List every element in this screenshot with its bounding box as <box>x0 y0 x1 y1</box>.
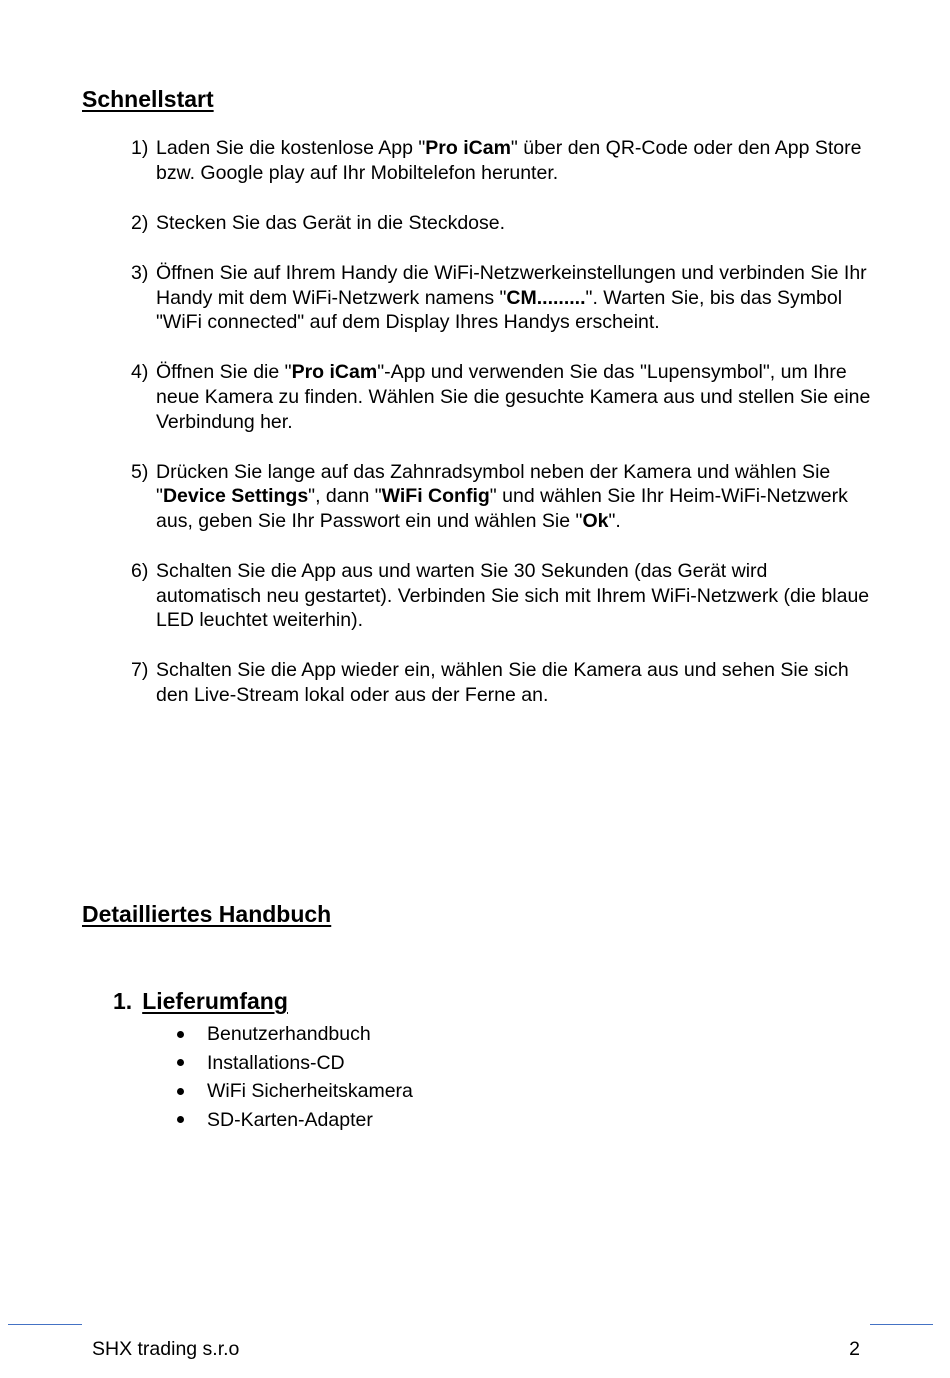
step-text <box>156 211 871 236</box>
quickstart-heading: Schnellstart <box>82 86 214 112</box>
bullet-icon <box>177 1059 184 1066</box>
quickstart-steps <box>131 136 871 733</box>
contents-list <box>170 1020 413 1134</box>
step-text-bold: Pro iCam <box>291 361 378 384</box>
step-text-bold: Device Settings <box>162 485 309 508</box>
step-item <box>131 360 871 434</box>
step-text-run: ", dann " <box>308 485 382 508</box>
step-number: 6) <box>131 560 149 583</box>
list-item-label: SD-Karten-Adapter <box>207 1108 373 1131</box>
step-text <box>156 559 871 633</box>
step-item <box>131 261 871 335</box>
step-text <box>156 460 871 534</box>
step-text-bold: Pro iCam <box>425 137 511 159</box>
footer-rule-left <box>8 1324 82 1325</box>
list-item <box>170 1077 413 1106</box>
step-text-run: Stecken Sie das Gerät in die Steckdose. <box>156 211 506 234</box>
step-text-run: ". Warten Sie, bis das Symbol "WiFi connected" auf dem Display Ihres Handys erscheint. <box>156 286 843 334</box>
step-text-run: "-App und verwenden Sie das "Lupensymbol", um Ihre neue Kamera zu finden. Wählen Sie die gesuchte Kamera aus und stellen Sie eine Verbindung her. <box>156 361 871 433</box>
step-text-run: Drücken Sie lange auf das Zahnradsymbol neben der Kamera und wählen Sie " <box>156 460 831 508</box>
step-text-run: " und wählen Sie Ihr Heim-WiFi-Netzwerk aus, geben Sie Ihr Passwort ein und wählen Sie " <box>156 485 848 532</box>
list-item <box>170 1049 413 1078</box>
step-text <box>156 360 871 434</box>
page-number: 2 <box>849 1338 860 1360</box>
step-item <box>131 658 871 707</box>
step-item <box>131 136 871 185</box>
step-item <box>131 211 871 236</box>
step-text-run: Schalten Sie die App wieder ein, wählen Sie die Kamera aus und sehen Sie sich den Live-Stream lokal oder aus der Ferne an. <box>156 659 849 707</box>
step-number: 7) <box>131 659 149 682</box>
step-text-run: Öffnen Sie die " <box>156 361 292 384</box>
step-text <box>156 658 871 707</box>
bullet-icon <box>177 1116 184 1123</box>
list-item-label: Installations-CD <box>207 1051 345 1074</box>
step-text-bold: Ok <box>582 509 609 532</box>
step-number: 1) <box>131 137 149 159</box>
list-item <box>170 1106 413 1135</box>
section-title: Lieferumfang <box>142 988 288 1014</box>
list-item-label: WiFi Sicherheitskamera <box>207 1080 413 1102</box>
footer-rule-right <box>870 1324 933 1325</box>
step-text-run: Öffnen Sie auf Ihrem Handy die WiFi-Netzwerkeinstellungen und verbinden Sie Ihr Handy mit dem WiFi-Netzwerk namens " <box>156 261 867 309</box>
step-item <box>131 460 871 534</box>
section-number: 1. <box>113 988 133 1014</box>
step-number: 2) <box>131 211 149 234</box>
step-text-run: ". <box>608 509 621 532</box>
step-number: 3) <box>131 261 149 284</box>
step-text-bold: CM......... <box>506 286 586 309</box>
step-text-bold: WiFi Config <box>381 485 490 508</box>
section-heading <box>113 988 288 1015</box>
step-text-run: " über den QR-Code oder den App Store bzw. Google play auf Ihr Mobiltelefon herunter. <box>156 137 862 184</box>
step-text <box>156 261 871 335</box>
step-text-run: Laden Sie die kostenlose App " <box>156 137 426 159</box>
step-number: 4) <box>131 361 149 384</box>
step-number: 5) <box>131 460 149 483</box>
step-text-run: Schalten Sie die App aus und warten Sie 30 Sekunden (das Gerät wird automatisch neu gestartet). Verbinden Sie sich mit Ihrem WiFi-Netzwerk (die blaue LED leuchtet weiterhin). <box>156 560 870 632</box>
step-text <box>156 136 871 185</box>
list-item-label: Benutzerhandbuch <box>207 1023 371 1045</box>
bullet-icon <box>177 1088 184 1095</box>
bullet-icon <box>177 1031 184 1038</box>
list-item <box>170 1020 413 1049</box>
manual-heading: Detailliertes Handbuch <box>82 901 332 927</box>
footer-company: SHX trading s.r.o <box>92 1338 240 1360</box>
step-item <box>131 559 871 633</box>
